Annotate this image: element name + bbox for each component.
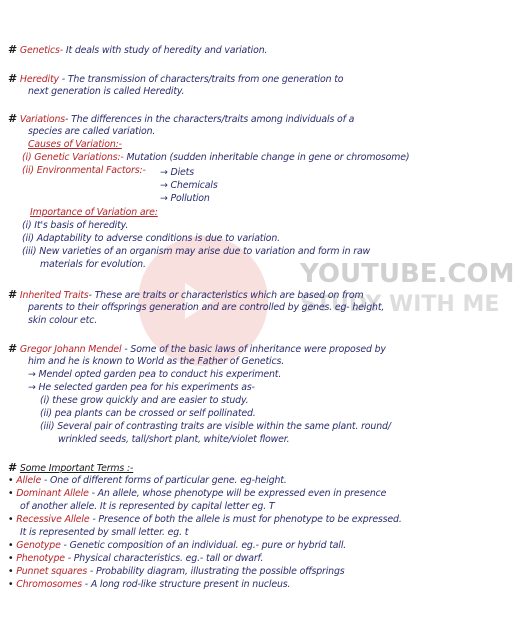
inherited-text-1: - These are traits or characteristics which are based on from [88, 290, 364, 301]
inherited-line-3: skin colour etc. [28, 315, 98, 326]
cause-environmental-label: (ii) Environmental Factors:- [22, 165, 146, 176]
importance-item-3-cont: materials for evolution. [40, 259, 146, 270]
cause-environmental [22, 165, 146, 177]
mendel-reason-3-cont: wrinkled seeds, tall/short plant, white/violet flower. [58, 434, 290, 445]
hash-bullet: # [8, 461, 18, 474]
importance-item-1: (i) It's basis of heredity. [22, 220, 129, 231]
mendel-reason-2: (ii) pea plants can be crossed or self pollinated. [40, 408, 256, 419]
term-punnet-squares: • Punnet squares - Probability diagram, illustrating the possible offsprings [8, 566, 345, 577]
mendel-line-3: → Mendel opted garden pea to conduct his experiment. [28, 369, 282, 380]
term-text: - Presence of both the allele is must for phenotype to be expressed. [89, 514, 402, 525]
genetics-term: Genetics- [19, 45, 64, 56]
env-chemicals: → Chemicals [160, 180, 218, 191]
term-text: - A long rod-like structure present in nucleus. [81, 579, 291, 590]
term-label: Allele [16, 475, 42, 486]
hash-bullet: # [8, 112, 18, 125]
terms-heading: Some Important Terms :- [19, 463, 134, 474]
term-label: Genotype [16, 540, 61, 551]
hash-bullet: # [8, 43, 18, 56]
inherited-line-1 [8, 289, 363, 302]
cause-genetic-text: Mutation (sudden inheritable change in gene or chromosome) [123, 152, 410, 163]
heredity-term: Heredity [19, 74, 59, 85]
term-text: - One of different forms of particular gene. eg-height. [41, 475, 287, 486]
importance-heading: Importance of Variation are: [30, 207, 158, 218]
cause-genetic [22, 152, 409, 164]
mendel-line-2: him and he is known to World as the Father of Genetics. [28, 356, 285, 367]
causes-heading: Causes of Variation:- [28, 139, 122, 150]
term-dominant-allele: • Dominant Allele - An allele, whose phenotype will be expressed even in presence [8, 488, 387, 499]
term-text: - Genetic composition of an individual. eg.- pure or hybrid tall. [60, 540, 347, 551]
mendel-term: Gregor Johann Mendel [19, 344, 122, 355]
term-recessive-allele-cont: It is represented by small letter. eg. t [20, 527, 189, 538]
heredity-line-1 [8, 73, 343, 86]
terms-heading-line [8, 462, 133, 475]
watermark-text: YOUTUBE.COM [300, 259, 514, 289]
term-label: Phenotype [16, 553, 65, 564]
term-dominant-allele-cont: of another allele. It is represented by capital letter eg. T [20, 501, 275, 512]
inherited-line-2: parents to their offsprings generation and are controlled by genes. eg- height, [28, 302, 385, 313]
term-recessive-allele: • Recessive Allele - Presence of both the allele is must for phenotype to be expressed. [8, 514, 402, 525]
variations-text-1: - The differences in the characters/traits among individuals of a [65, 114, 355, 125]
term-genotype: • Genotype - Genetic composition of an individual. eg.- pure or hybrid tall. [8, 540, 347, 551]
term-text: - An allele, whose phenotype will be expressed even in presence [88, 488, 387, 499]
hash-bullet: # [8, 72, 18, 85]
term-label: Recessive Allele [16, 514, 90, 525]
term-label: Dominant Allele [16, 488, 89, 499]
mendel-line-1 [8, 343, 386, 356]
env-diets: → Diets [160, 167, 194, 178]
mendel-line-4: → He selected garden pea for his experiments as- [28, 382, 255, 393]
cause-genetic-label: (i) Genetic Variations:- [22, 152, 124, 163]
term-text: - Physical characteristics. eg.- tall or dwarf. [64, 553, 264, 564]
mendel-reason-1: (i) these grow quickly and are easier to study. [40, 395, 249, 406]
hash-bullet: # [8, 288, 18, 301]
inherited-term: Inherited Traits [19, 290, 89, 301]
heredity-line-2: next generation is called Heredity. [28, 86, 185, 97]
variations-line-2: species are called variation. [28, 126, 156, 137]
term-allele: • Allele - One of different forms of particular gene. eg-height. [8, 475, 287, 486]
genetics-line [8, 44, 267, 57]
importance-item-3: (iii) New varieties of an organism may arise due to variation and form in raw [22, 246, 371, 257]
variations-term: Variations [19, 114, 66, 125]
term-label: Punnet squares [16, 566, 88, 577]
mendel-text-1: - Some of the basic laws of inheritance were proposed by [121, 344, 386, 355]
importance-item-2: (ii) Adaptability to adverse conditions is due to variation. [22, 233, 280, 244]
env-pollution: → Pollution [160, 193, 210, 204]
genetics-text: It deals with study of heredity and variation. [63, 45, 268, 56]
term-text: - Probability diagram, illustrating the possible offsprings [87, 566, 345, 577]
term-phenotype: • Phenotype - Physical characteristics. eg.- tall or dwarf. [8, 553, 264, 564]
mendel-reason-3: (iii) Several pair of contrasting traits are visible within the same plant. round/ [40, 421, 391, 432]
variations-line-1 [8, 113, 354, 126]
term-chromosomes: • Chromosomes - A long rod-like structure present in nucleus. [8, 579, 291, 590]
watermark-text-secondary: STUDY WITH ME [300, 292, 500, 317]
hash-bullet: # [8, 342, 18, 355]
term-label: Chromosomes [16, 579, 82, 590]
heredity-text-1: - The transmission of characters/traits from one generation to [58, 74, 344, 85]
